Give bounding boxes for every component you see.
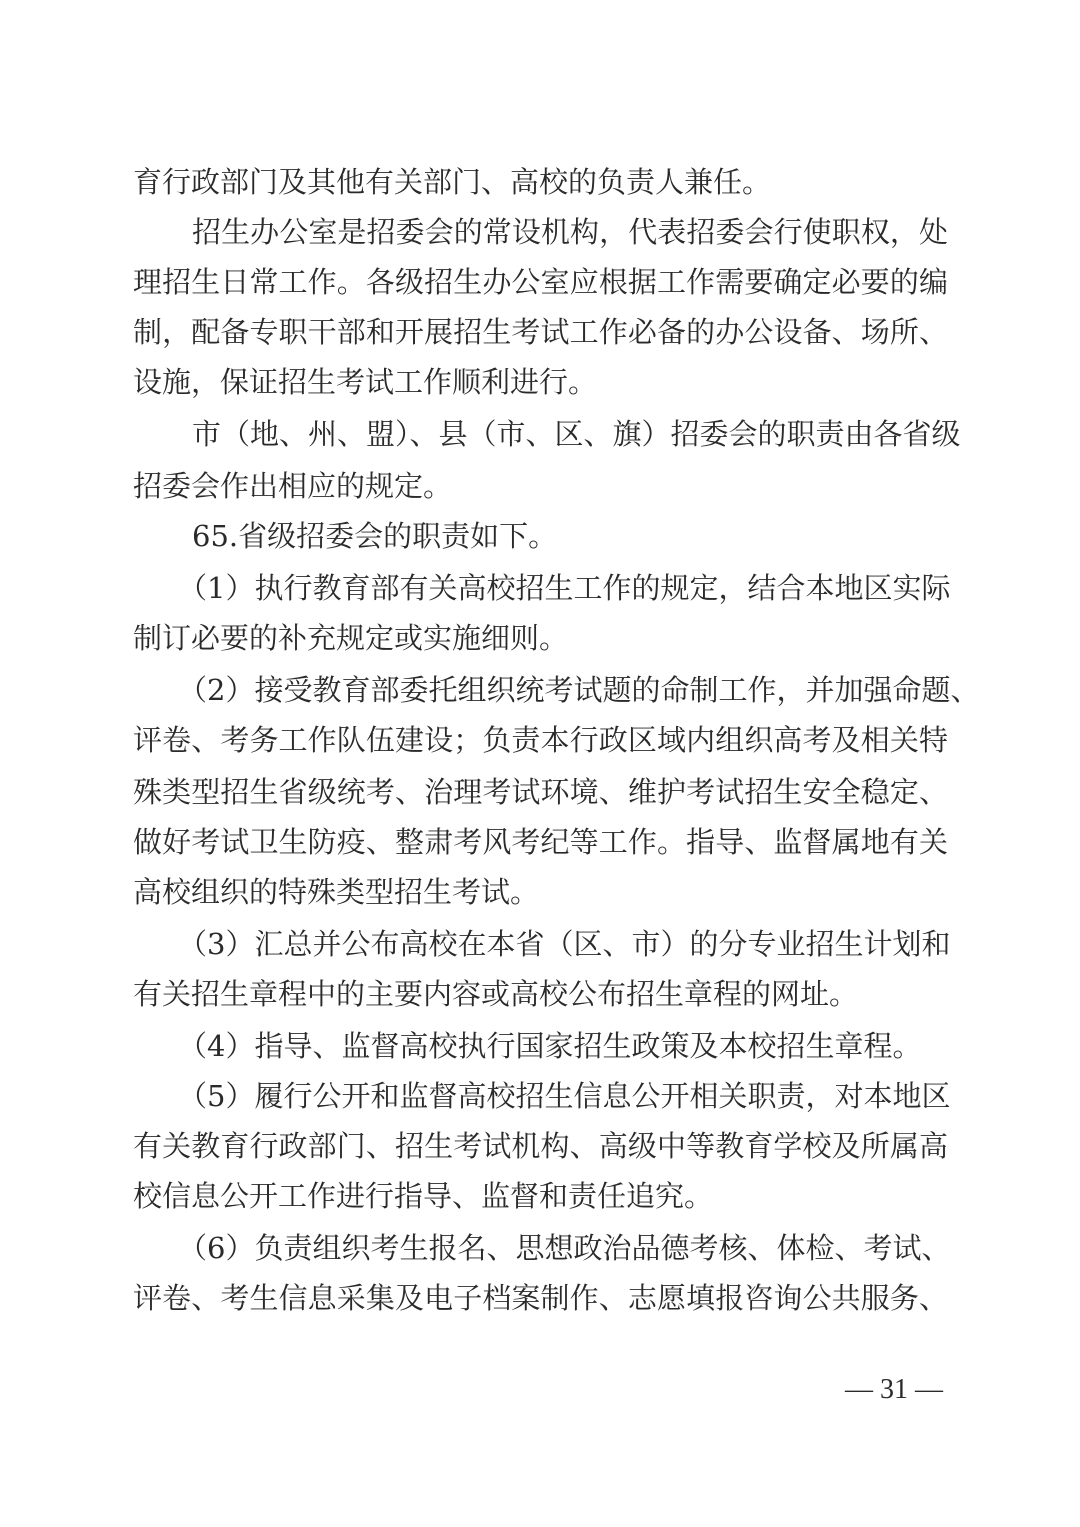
text-line: 育行政部门及其他有关部门、高校的负责人兼任。 [133,165,772,199]
list-item-1: （1）执行教育部有关高校招生工作的规定，结合本地区实际 [178,571,951,605]
list-item-4: （4）指导、监督高校执行国家招生政策及本校招生章程。 [178,1029,922,1063]
text-line: 校信息公开工作进行指导、监督和责任追究。 [133,1179,714,1213]
list-item-5: （5）履行公开和监督高校招生信息公开相关职责，对本地区 [178,1079,951,1113]
text-line: 设施，保证招生考试工作顺利进行。 [133,365,598,399]
page-number: — 31 — [845,1374,943,1405]
text-line: 理招生日常工作。各级招生办公室应根据工作需要确定必要的编 [133,265,948,299]
text-line: 制，配备专职干部和开展招生考试工作必备的办公设备、场所、 [133,315,948,349]
text-line: 制订必要的补充规定或实施细则。 [133,621,569,655]
text-line: 有关招生章程中的主要内容或高校公布招生章程的网址。 [133,977,859,1011]
section-heading: 65.省级招委会的职责如下。 [192,519,558,553]
list-item-6: （6）负责组织考生报名、思想政治品德考核、体检、考试、 [178,1231,951,1265]
text-line: 评卷、考生信息采集及电子档案制作、志愿填报咨询公共服务、 [133,1281,948,1315]
text-line: 做好考试卫生防疫、整肃考风考纪等工作。指导、监督属地有关 [133,825,948,859]
text-line: 市（地、州、盟）、县（市、区、旗）招委会的职责由各省级 [192,417,961,451]
text-line: 评卷、考务工作队伍建设；负责本行政区域内组织高考及相关特 [133,723,948,757]
text-line: 高校组织的特殊类型招生考试。 [133,875,540,909]
text-line: 招生办公室是招委会的常设机构，代表招委会行使职权，处 [192,215,948,249]
text-line: 殊类型招生省级统考、治理考试环境、维护考试招生安全稳定、 [133,775,948,809]
text-line: 招委会作出相应的规定。 [133,469,453,503]
list-item-2: （2）接受教育部委托组织统考试题的命制工作，并加强命题、 [178,673,980,707]
list-item-3: （3）汇总并公布高校在本省（区、市）的分专业招生计划和 [178,927,951,961]
text-line: 有关教育行政部门、招生考试机构、高级中等教育学校及所属高 [133,1129,948,1163]
